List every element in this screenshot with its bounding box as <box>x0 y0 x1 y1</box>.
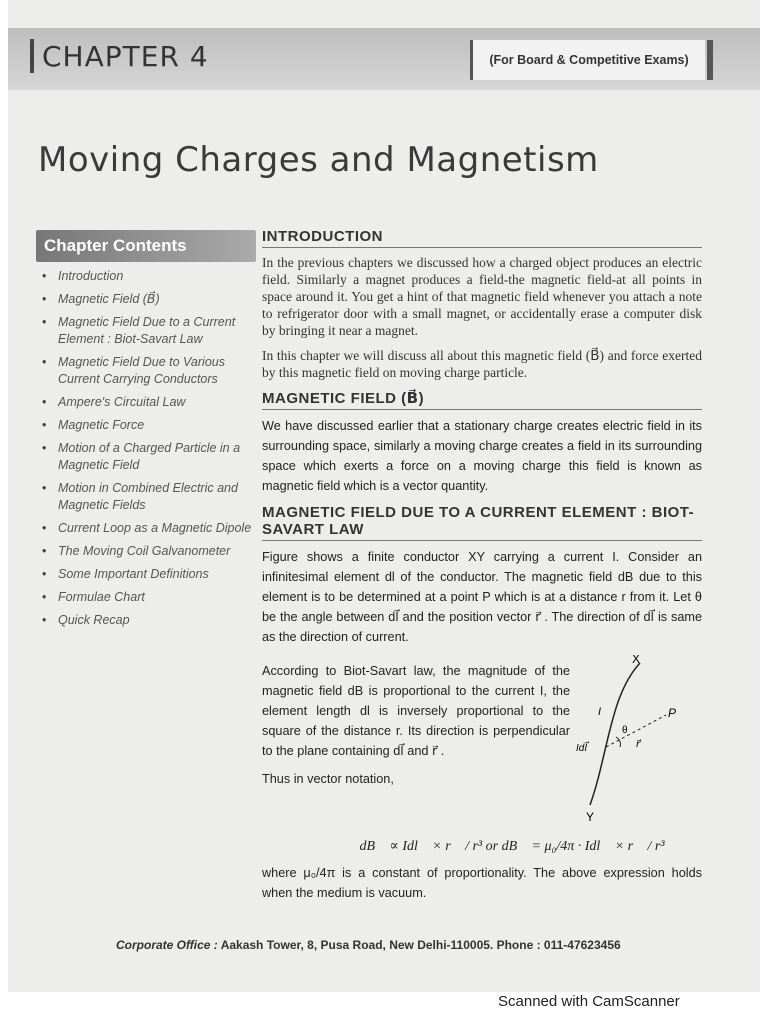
magnetic-field-paragraph: We have discussed earlier that a stationary charge creates electric field in its surrounding space, similarly a moving charge creates a field in its surrounding space which exerts a force on a moving charge this field is known as magnetic field which is a vector quantity. <box>262 419 702 493</box>
book-page <box>8 0 760 992</box>
contents-item: • Ampere's Circuital Law <box>36 394 256 411</box>
footer-text: Aakash Tower, 8, Pusa Road, New Delhi-110005. Phone : 011-47623456 <box>220 938 621 952</box>
label-y: Y <box>586 810 595 824</box>
label-theta: θ <box>622 725 628 736</box>
biot-savart-text-column <box>262 655 570 830</box>
contents-item: • Magnetic Field Due to Various Current Carrying Conductors <box>36 354 256 388</box>
scanner-watermark: Scanned with CamScanner <box>498 993 680 1010</box>
biot-savart-heading: MAGNETIC FIELD DUE TO A CURRENT ELEMENT : BIOT-SAVART LAW <box>262 504 702 541</box>
main-content <box>262 228 702 911</box>
chapter-contents-heading: Chapter Contents <box>36 230 256 262</box>
contents-item: • Introduction <box>36 268 256 285</box>
contents-item: • Magnetic Force <box>36 417 256 434</box>
chapter-label <box>30 36 209 76</box>
biot-savart-paragraph-1: Figure shows a finite conductor XY carrying a current I. Consider an infinitesimal element dl of the conductor. The magnetic field dB due to this element is to be determined at a point P which is at a distance r from it. Let θ be the angle between dl⃗ and the position vector r⃗ . The direction of dl⃗ is same as the direction of current. <box>262 550 702 644</box>
contents-item: • Motion of a Charged Particle in a Magnetic Field <box>36 440 256 474</box>
exam-tag: (For Board & Competitive Exams) <box>470 40 705 80</box>
chapter-divider <box>30 39 34 73</box>
chapter-title: Moving Charges and Magnetism <box>38 140 599 180</box>
introduction-paragraph-1: In the previous chapters we discussed how a charged object produces an electric field. Similarly a magnet produces a field-the magnetic field-at all points in space around it. You get a hint of that magnetic field whenever you attach a note to refrigerator door with a small magnet, or accidentally erase a computer disk by bringing it near a magnet. <box>262 255 702 338</box>
label-i: I <box>598 706 602 718</box>
introduction-paragraph-2: In this chapter we will discuss all about this magnetic field (B⃗) and force exerted by this magnetic field on moving charge particle. <box>262 348 702 380</box>
contents-item: • Quick Recap <box>36 612 256 629</box>
label-r: r⃗ <box>636 739 641 750</box>
contents-item: • Motion in Combined Electric and Magnetic Fields <box>36 480 256 514</box>
footer-label: Corporate Office : <box>116 938 218 952</box>
biot-savart-figure <box>570 655 700 830</box>
chapter-contents-list <box>36 268 256 629</box>
magnetic-field-heading: MAGNETIC FIELD (B⃗) <box>262 389 702 410</box>
biot-savart-paragraph-2: According to Biot-Savart law, the magnitude of the magnetic field dB is proportional to the current I, the element length dl is inversely proportional to the square of the distance r. Its direction is perpendicular to the plane containing dl⃗ and r⃗ . <box>262 664 570 758</box>
biot-savart-two-column <box>262 655 702 830</box>
contents-item: • Some Important Definitions <box>36 566 256 583</box>
page-footer <box>116 938 621 952</box>
biot-savart-formula: dB⃗ ∝ Idl⃗ × r⃗ / r³ or dB⃗ = μ₀/4π · Idl⃗ × r⃗ / r³ <box>359 839 665 854</box>
contents-item: • Current Loop as a Magnetic Dipole <box>36 520 256 537</box>
label-x: X <box>632 655 641 666</box>
contents-item: • Magnetic Field (B⃗) <box>36 291 256 308</box>
contents-item: • Magnetic Field Due to a Current Element : Biot-Savart Law <box>36 314 256 348</box>
chapter-word: CHAPTER <box>42 39 180 73</box>
chapter-contents-sidebar <box>36 230 256 635</box>
label-p: P <box>668 706 677 720</box>
conductor-curve <box>590 663 640 805</box>
contents-item: • The Moving Coil Galvanometer <box>36 543 256 560</box>
contents-item: • Formulae Chart <box>36 589 256 606</box>
chapter-number: 4 <box>189 39 209 73</box>
introduction-heading: INTRODUCTION <box>262 228 702 248</box>
label-idl: Idl⃗ <box>576 743 588 754</box>
angle-arc <box>616 737 621 747</box>
biot-savart-paragraph-3: Thus in vector notation, <box>262 772 394 786</box>
biot-savart-paragraph-4: where μ₀/4π is a constant of proportionality. The above expression holds when the medium is vacuum. <box>262 866 702 900</box>
conductor-diagram <box>570 655 700 825</box>
